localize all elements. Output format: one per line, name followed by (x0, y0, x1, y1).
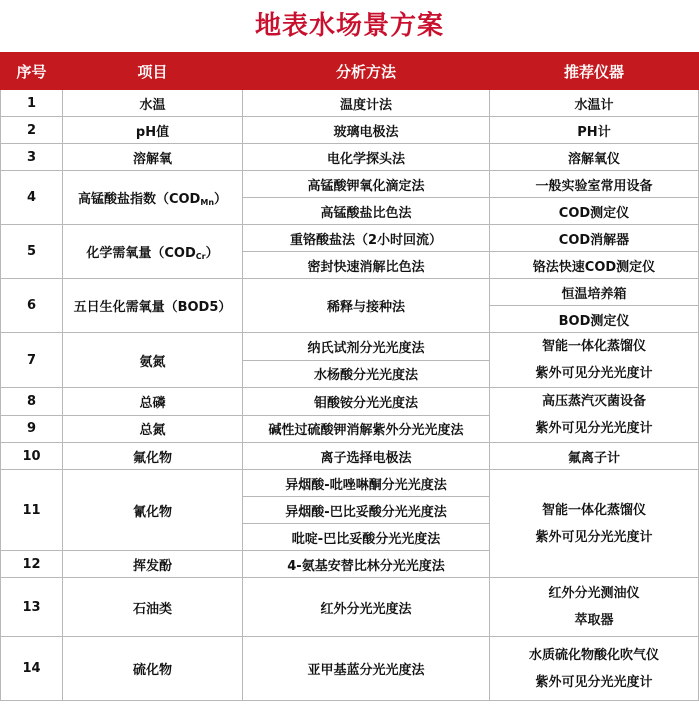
row-method: 稀释与接种法 (243, 279, 490, 333)
row-method: 高锰酸盐比色法 (243, 198, 490, 225)
table-row (1, 470, 699, 497)
row-item: 总磷 (63, 388, 243, 416)
header-method: 分析方法 (243, 53, 490, 90)
header-item: 项目 (63, 53, 243, 90)
row-method: 离子选择电极法 (243, 443, 490, 470)
table-row (1, 117, 699, 144)
instrument-line: 紫外可见分光光度计 (535, 366, 653, 381)
table-row (1, 279, 699, 306)
table-row (1, 171, 699, 198)
instrument-line: 智能一体化蒸馏仪 (541, 502, 646, 518)
row-no: 7 (1, 333, 63, 388)
row-method: 红外分光光度法 (243, 578, 490, 637)
row-item: pH值 (63, 117, 243, 144)
row-item: 石油类 (63, 578, 243, 637)
item-text-end: ） (205, 246, 219, 261)
row-item: 氨氮 (63, 333, 243, 388)
row-instrument (490, 578, 699, 637)
row-item: 氰化物 (63, 470, 243, 551)
row-no: 14 (1, 637, 63, 701)
row-method: 高锰酸钾氧化滴定法 (243, 171, 490, 198)
row-instrument (490, 637, 699, 701)
row-instrument: 氟离子计 (490, 443, 699, 470)
table-row (1, 90, 699, 117)
row-no: 3 (1, 144, 63, 171)
row-no: 4 (1, 171, 63, 225)
instrument-line: 水质硫化物酸化吹气仪 (528, 647, 659, 663)
row-item: 硫化物 (63, 637, 243, 701)
row-method: 玻璃电极法 (243, 117, 490, 144)
instrument-line: 萃取器 (574, 613, 614, 628)
row-item: 总氮 (63, 415, 243, 443)
row-instrument: PH计 (490, 117, 699, 144)
row-method: 吡啶-巴比妥酸分光光度法 (243, 524, 490, 551)
row-no: 6 (1, 279, 63, 333)
row-no: 2 (1, 117, 63, 144)
row-method: 温度计法 (243, 90, 490, 117)
instrument-line: 紫外可见分光光度计 (535, 529, 653, 545)
row-method: 重铬酸盐法（2小时回流） (243, 225, 490, 252)
row-method: 异烟酸-吡唑啉酮分光光度法 (243, 470, 490, 497)
table-row (1, 637, 699, 701)
row-instrument: 一般实验室常用设备 (490, 171, 699, 198)
row-method: 异烟酸-巴比妥酸分光光度法 (243, 497, 490, 524)
instrument-line: 智能一体化蒸馏仪 (541, 339, 646, 354)
table-row (1, 144, 699, 171)
row-no: 13 (1, 578, 63, 637)
row-instrument (490, 333, 699, 388)
instrument-line: 红外分光测油仪 (548, 586, 640, 601)
row-instrument (490, 470, 699, 578)
row-item: 挥发酚 (63, 551, 243, 578)
row-method: 4-氨基安替比林分光光度法 (243, 551, 490, 578)
row-no: 9 (1, 415, 63, 443)
row-method: 钼酸铵分光光度法 (243, 388, 490, 416)
row-item: 水温 (63, 90, 243, 117)
row-method: 碱性过硫酸钾消解紫外分光光度法 (243, 415, 490, 443)
item-subscript: Cr (195, 252, 206, 261)
table-row (1, 225, 699, 252)
row-no: 5 (1, 225, 63, 279)
table-row (1, 443, 699, 470)
row-no: 1 (1, 90, 63, 117)
row-item (63, 225, 243, 279)
row-method: 电化学探头法 (243, 144, 490, 171)
instrument-line: 紫外可见分光光度计 (535, 421, 653, 436)
item-text-end: ） (214, 192, 228, 207)
instrument-line: 紫外可见分光光度计 (535, 674, 653, 690)
table-row (1, 578, 699, 637)
row-no: 11 (1, 470, 63, 551)
row-instrument: 恒温培养箱 (490, 279, 699, 306)
row-instrument: COD消解器 (490, 225, 699, 252)
item-subscript: Mn (200, 198, 215, 207)
item-text: 化学需氧量（COD (86, 246, 196, 261)
row-item: 溶解氧 (63, 144, 243, 171)
page-title: 地表水场景方案 (254, 11, 444, 41)
row-method: 密封快速消解比色法 (243, 252, 490, 279)
row-item: 氟化物 (63, 443, 243, 470)
header-instrument: 推荐仪器 (490, 53, 699, 90)
row-no: 12 (1, 551, 63, 578)
table-header-row (1, 53, 699, 90)
table-row (1, 333, 699, 361)
row-instrument: 溶解氧仪 (490, 144, 699, 171)
row-item (63, 171, 243, 225)
table-row (1, 388, 699, 416)
scheme-table (0, 52, 699, 701)
row-method: 纳氏试剂分光光度法 (243, 333, 490, 361)
row-no: 8 (1, 388, 63, 416)
row-instrument: BOD测定仪 (490, 306, 699, 333)
instrument-line: 高压蒸汽灭菌设备 (541, 394, 646, 409)
item-text: 高锰酸盐指数（COD (77, 192, 201, 207)
row-method: 水杨酸分光光度法 (243, 360, 490, 388)
header-no: 序号 (1, 53, 63, 90)
row-instrument: 铬法快速COD测定仪 (490, 252, 699, 279)
row-method: 亚甲基蓝分光光度法 (243, 637, 490, 701)
row-instrument (490, 388, 699, 443)
row-instrument: COD测定仪 (490, 198, 699, 225)
row-instrument: 水温计 (490, 90, 699, 117)
row-item: 五日生化需氧量（BOD5） (63, 279, 243, 333)
row-no: 10 (1, 443, 63, 470)
